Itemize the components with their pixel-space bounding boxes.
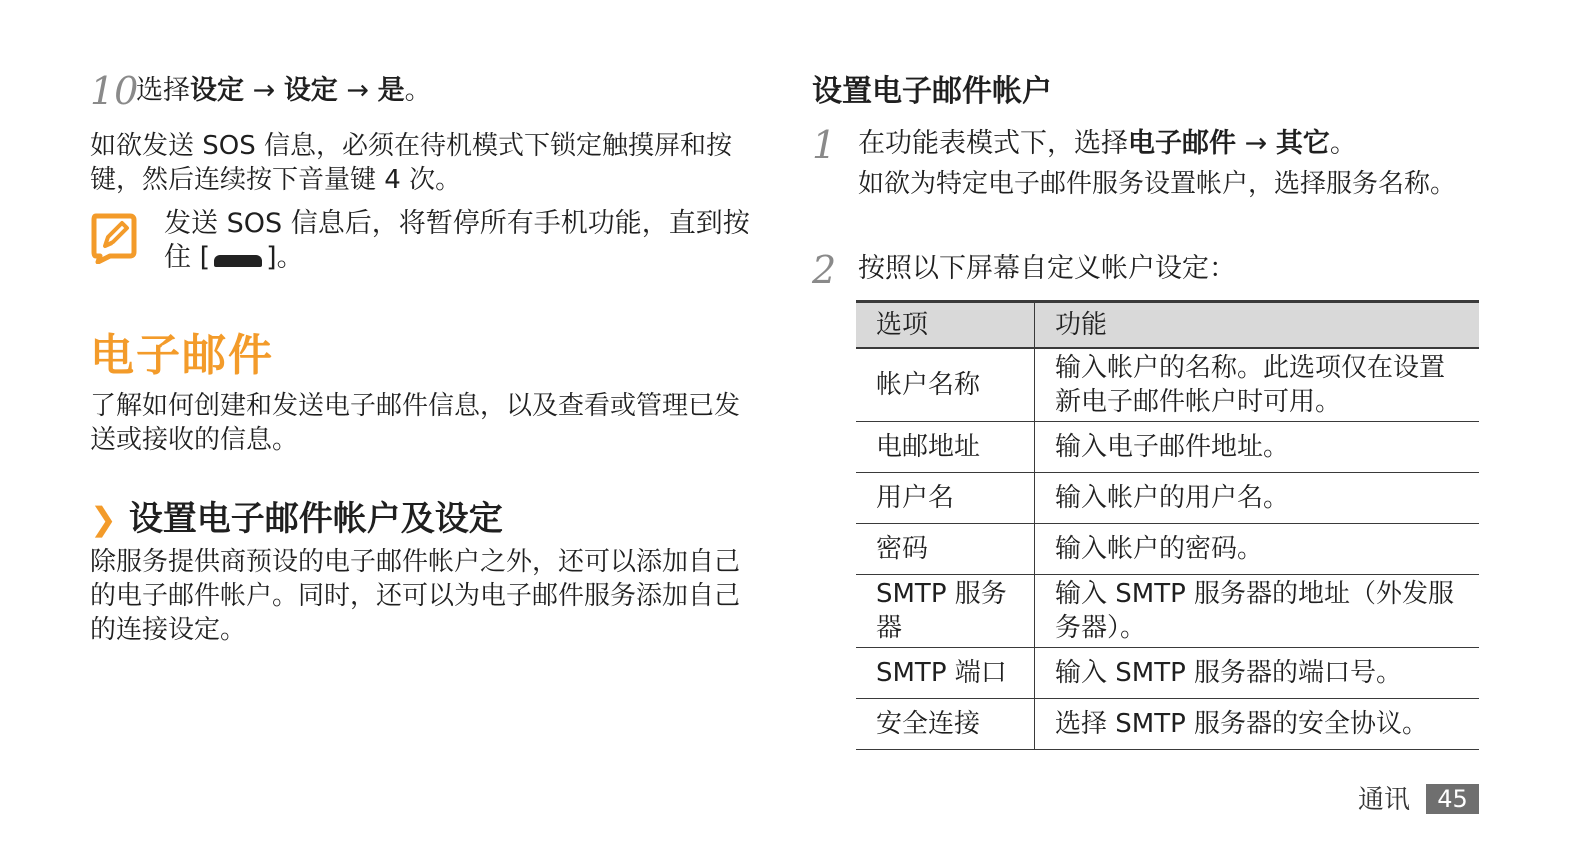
section-title: 电子邮件 — [90, 330, 274, 381]
table-header-row — [856, 302, 1479, 349]
step-2-text: 按照以下屏幕自定义帐户设定： — [858, 253, 1236, 284]
table-cell-option: SMTP 服务器 — [856, 575, 1035, 648]
table-cell-option: 帐户名称 — [856, 348, 1035, 422]
step-number-2: 2 — [812, 248, 837, 292]
table-cell-function: 输入帐户的用户名。 — [1035, 473, 1480, 524]
note-text-after: ]。 — [266, 242, 304, 273]
note-text — [164, 207, 764, 275]
step-10-item1: 设定 — [190, 75, 244, 106]
table-cell-function: 输入帐户的密码。 — [1035, 524, 1480, 575]
step-1-arrow: → — [1244, 128, 1268, 159]
page-number-badge: 45 — [1426, 784, 1479, 814]
step-10-prefix: 选择 — [136, 75, 190, 106]
table-cell-option: 密码 — [856, 524, 1035, 575]
step-10-arrow1: → — [252, 75, 276, 106]
subheading-description: 除服务提供商预设的电子邮件帐户之外，还可以添加自己的电子邮件帐户。同时，还可以为电子邮件服务添加自己的连接设定。 — [90, 547, 741, 645]
note-pencil-icon — [90, 212, 138, 264]
sos-paragraph: 如欲发送 SOS 信息，必须在待机模式下锁定触摸屏和按键，然后连续按下音量键 4 次。 — [90, 131, 733, 195]
table-cell-function: 选择 SMTP 服务器的安全协议。 — [1035, 699, 1480, 750]
footer-section-label: 通讯 — [1358, 785, 1411, 815]
table-cell-function: 输入帐户的名称。此选项仅在设置新电子邮件帐户时可用。 — [1035, 348, 1480, 422]
table-row — [856, 524, 1479, 575]
settings-table — [856, 300, 1479, 750]
subheading — [90, 496, 503, 542]
step-1-text — [858, 127, 1357, 161]
table-cell-option: 用户名 — [856, 473, 1035, 524]
table-row — [856, 422, 1479, 473]
step-1-end: 。 — [1329, 128, 1357, 159]
table-cell-function: 输入 SMTP 服务器的端口号。 — [1035, 648, 1480, 699]
subheading-text: 设置电子邮件帐户及设定 — [128, 499, 503, 539]
note-text-before: 发送 SOS 信息后，将暂停所有手机功能，直到按住 [ — [164, 208, 750, 273]
table-row — [856, 473, 1479, 524]
step-number-10: 10 — [90, 69, 139, 113]
step-10-item3: 是 — [377, 75, 405, 106]
step-10-end: 。 — [404, 75, 432, 106]
table-row — [856, 648, 1479, 699]
table-row — [856, 575, 1479, 648]
table-cell-function: 输入电子邮件地址。 — [1035, 422, 1480, 473]
table-row — [856, 699, 1479, 750]
step-10-item2: 设定 — [283, 75, 338, 106]
step-10-text — [136, 74, 432, 108]
table-header-option: 选项 — [856, 302, 1035, 349]
table-cell-function: 输入 SMTP 服务器的地址（外发服务器）。 — [1035, 575, 1480, 648]
step-1-item2: 其它 — [1275, 128, 1330, 159]
step-10-arrow2: → — [346, 75, 370, 106]
step-1-item1: 电子邮件 — [1128, 128, 1236, 159]
table-cell-option: SMTP 端口 — [856, 648, 1035, 699]
end-call-key-icon — [214, 255, 262, 267]
step-1-sub: 如欲为特定电子邮件服务设置帐户，选择服务名称。 — [858, 169, 1457, 199]
step-number-1: 1 — [812, 123, 837, 167]
table-cell-option: 电邮地址 — [856, 422, 1035, 473]
step-1-prefix: 在功能表模式下，选择 — [858, 128, 1128, 159]
table-header-function: 功能 — [1035, 302, 1480, 349]
right-heading: 设置电子邮件帐户 — [812, 74, 1052, 109]
chevron-right-icon: ❯ — [90, 500, 117, 538]
table-row — [856, 348, 1479, 422]
section-description: 了解如何创建和发送电子邮件信息，以及查看或管理已发送或接收的信息。 — [90, 391, 741, 455]
table-cell-option: 安全连接 — [856, 699, 1035, 750]
